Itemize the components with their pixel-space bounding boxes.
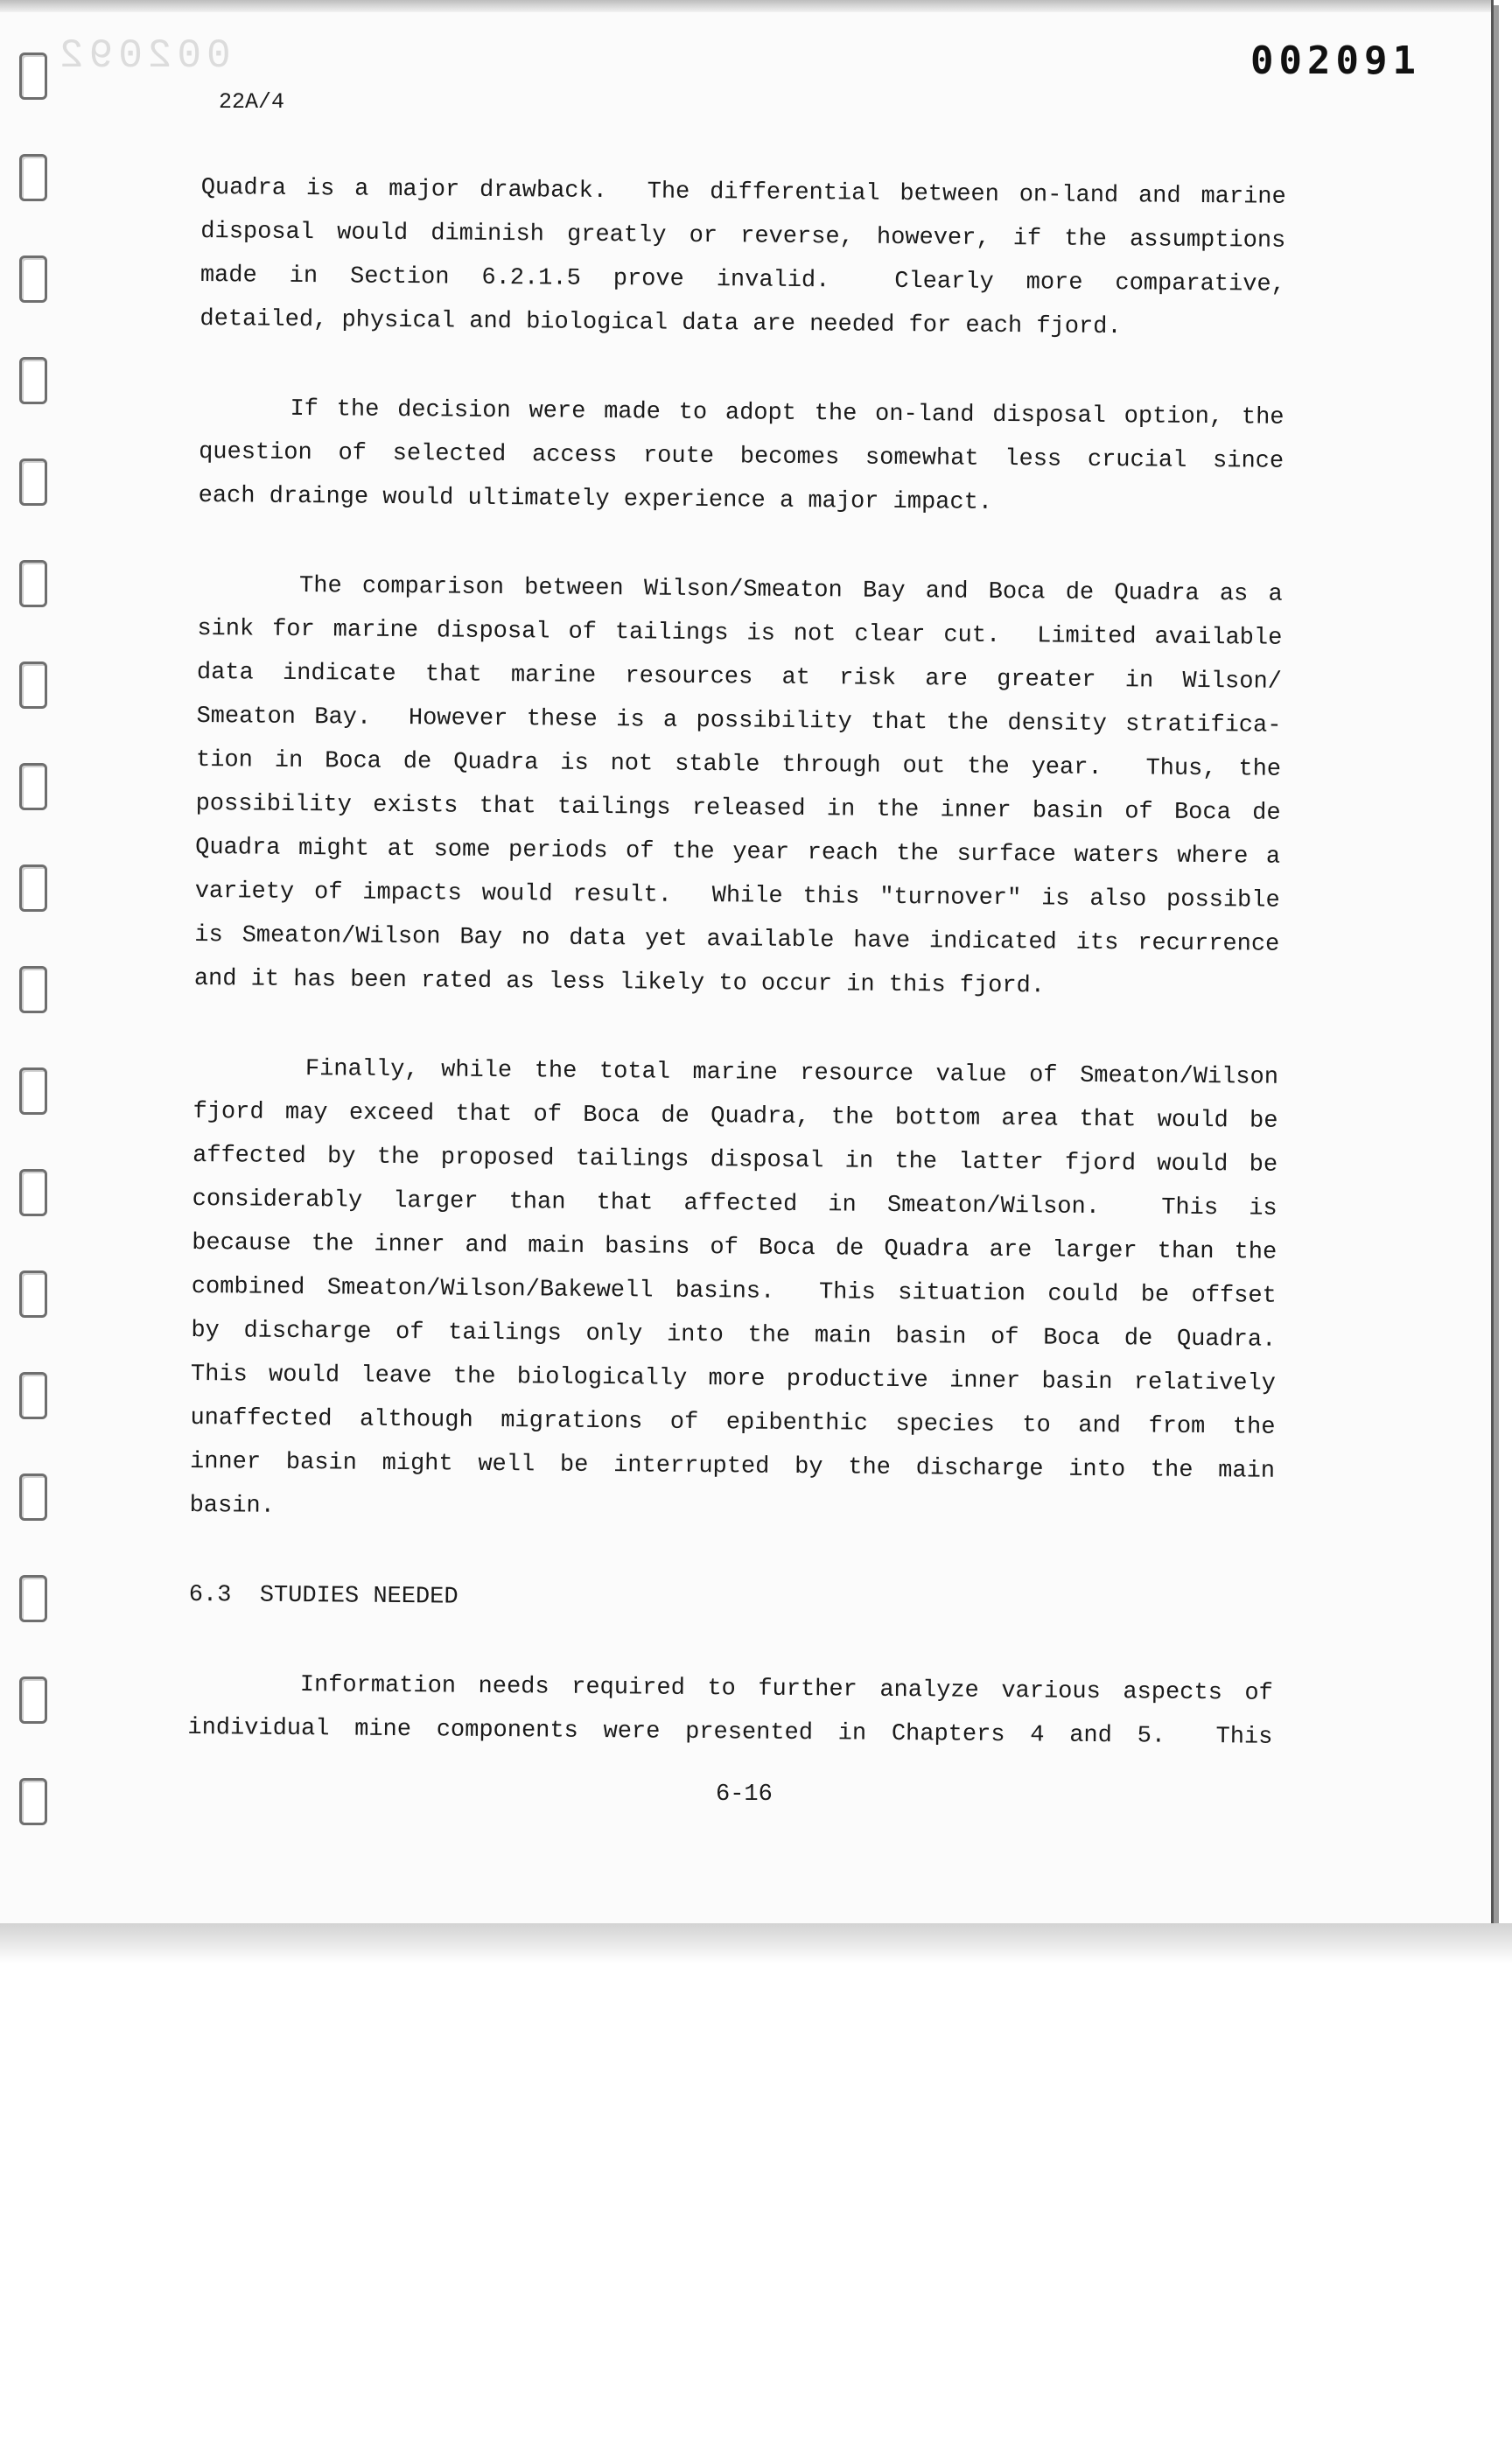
binder-hole [19,560,47,607]
binder-hole [19,1676,47,1724]
text-line: This would leave the biologically more productive inner basin relatively [190,1361,1277,1397]
text-line: disposal would diminish greatly or reverse, however, if the assumptions [200,218,1286,255]
binder-hole [19,966,47,1013]
text-line: because the inner and main basins of Boca de Quadra are larger than the [192,1229,1278,1266]
page-top-edge [0,0,1491,12]
text-line: detailed, physical and biological data are needed for each fjord. [200,305,1122,341]
paragraph [200,166,1286,351]
text-line: possibility exists that tailings released in the inner basin of Boca de [195,790,1281,827]
binder-hole [19,256,47,303]
paragraph [187,1662,1273,1760]
binder-hole [19,662,47,709]
document-stamp-number: 002091 [1250,38,1421,83]
page-number: 6-16 [716,1782,773,1808]
document-reference: 22A/4 [219,89,285,115]
binder-hole [19,1169,47,1216]
text-line: Smeaton Bay. However these is a possibility that the density stratifica- [196,703,1282,739]
binder-hole [19,458,47,506]
binder-hole [19,763,47,810]
binder-hole [19,357,47,404]
binder-hole [19,1068,47,1115]
text-line: combined Smeaton/Wilson/Bakewell basins. This situation could be offset [191,1273,1277,1310]
scan-edge-shadow [0,1923,1512,1964]
text-line: affected by the proposed tailings disposal in the latter fjord would be [192,1142,1278,1179]
text-line: variety of impacts would result. While this "turnover" is also possible [194,878,1280,914]
text-line: unaffected although migrations of epibenthic species to and from the [190,1404,1276,1441]
text-line: considerably larger than that affected in Smeaton/Wilson. This is [192,1186,1278,1222]
text-line: basin. [189,1492,275,1520]
binder-hole [19,1778,47,1825]
text-line: is Smeaton/Wilson Bay no data yet available have indicated its recurrence [194,921,1280,958]
text-line: The comparison between Wilson/Smeaton Bay and Boca de Quadra as a [197,571,1283,608]
bleed-through-stamp: 002092 [54,33,231,79]
text-line: made in Section 6.2.1.5 prove invalid. Clearly more comparative, [200,262,1285,298]
binder-hole [19,1372,47,1419]
text-line: and it has been rated as less likely to occur in this fjord. [193,965,1046,1000]
text-line: Quadra is a major drawback. The differential between on-land and marine [200,174,1286,211]
text-line: inner basin might well be interrupted by the discharge into the main [189,1448,1276,1485]
binder-hole [19,1474,47,1521]
binder-hole [19,864,47,912]
paragraph [189,1046,1278,1537]
section-heading: 6.3 STUDIES NEEDED [188,1581,458,1611]
binder-holes [19,52,54,1880]
text-line: individual mine components were presented in Chapters 4 and 5. This [187,1714,1273,1751]
binder-hole [19,1270,47,1318]
text-line: tion in Boca de Quadra is not stable through out the year. Thus, the [195,746,1282,783]
text-line: Information needs required to further analyze various aspects of [187,1670,1273,1707]
document-body [187,166,1286,1805]
text-line: Finally, while the total marine resource value of Smeaton/Wilson [192,1054,1279,1091]
text-line: Quadra might at some periods of the year reach the surface waters where a [195,834,1281,871]
paragraph [194,564,1283,1011]
text-line: sink for marine disposal of tailings is not clear cut. Limited available [197,615,1283,652]
text-line: fjord may exceed that of Boca de Quadra, the bottom area that would be [192,1098,1278,1135]
binder-hole [19,52,47,100]
text-line: If the decision were made to adopt the on-land disposal option, the [199,395,1284,431]
text-line: by discharge of tailings only into the main basin of Boca de Quadra. [191,1317,1277,1354]
binder-hole [19,154,47,201]
paragraph [198,387,1284,528]
binder-hole [19,1575,47,1622]
text-line: question of selected access route becomes somewhat less crucial since [199,438,1284,475]
text-line: data indicate that marine resources at risk are greater in Wilson/ [196,659,1283,696]
text-line: each drainge would ultimately experience a major impact. [198,482,993,516]
